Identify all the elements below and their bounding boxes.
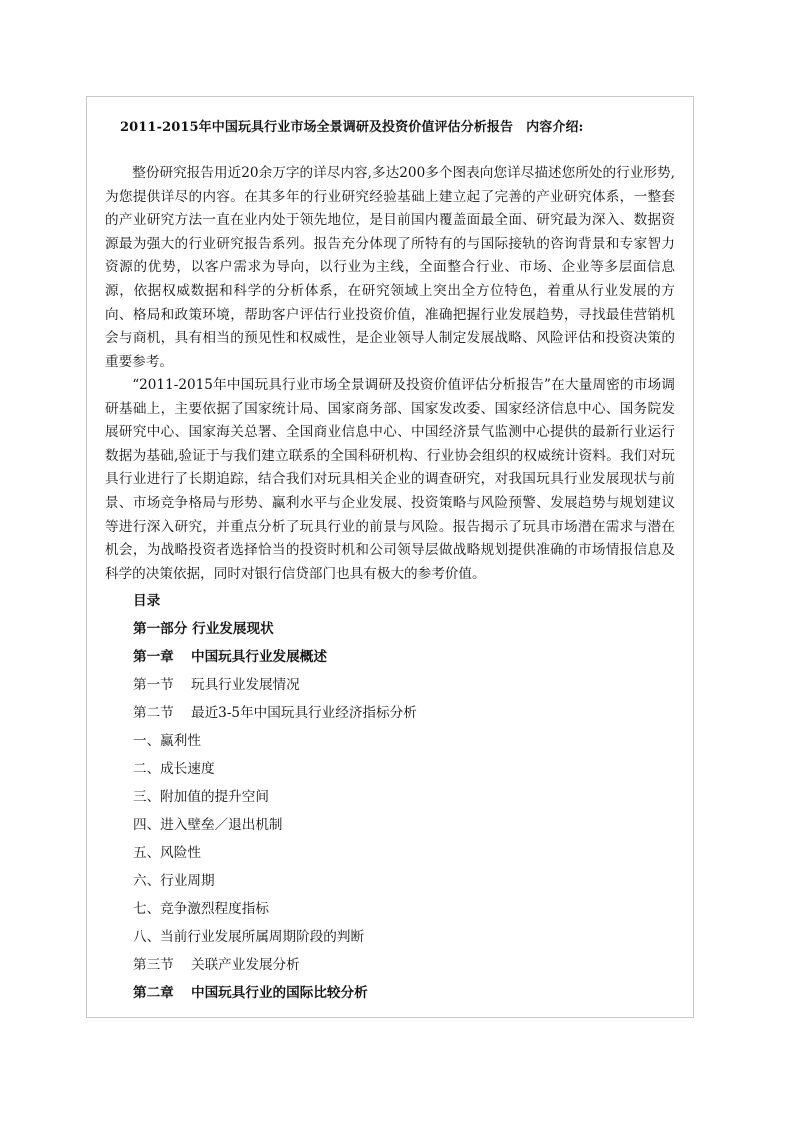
toc-part-title: 行业发展现状 — [192, 621, 274, 637]
toc-item — [133, 867, 673, 895]
toc-item — [133, 783, 673, 811]
toc-item — [133, 755, 673, 783]
toc-item-label: 七、竞争激烈程度指标 — [133, 901, 269, 917]
toc-item-label: 六、行业周期 — [133, 873, 215, 889]
toc-item-label: 八、当前行业发展所属周期阶段的判断 — [133, 929, 365, 945]
intro-paragraph-1: 整份研究报告用近20余万字的详尽内容,多达200多个图表向您详尽描述您所处的行业形势,为您提供详尽的内容。在其多年的行业研究经验基础上建立起了完善的产业研究体系，一整套的产业研究方法一直在业内处于领先地位，是目前国内覆盖面最全面、研究最为深入、数据资源最为强大的行业研究报告系列。报告充分体现了所特有的与国际接轨的咨询背景和专家智力资源的优势，以客户需求为导向，以行业为主线，全面整合行业、市场、企业等多层面信息源，依据权威数据和科学的分析体系，在研究领域上突出全方位特色，着重从行业发展的方向、格局和政策环境，帮助客户评估行业投资价值，准确把握行业发展趋势，寻找最佳营销机会与商机，具有相当的预见性和权威性，是企业领导人制定发展战略、风险评估和投资决策的重要参考。 — [105, 165, 675, 370]
toc-heading — [133, 587, 673, 615]
toc-item-label: 一、赢利性 — [133, 733, 201, 749]
toc-section-number: 第二节 — [133, 705, 174, 721]
toc-section-1 — [133, 671, 673, 699]
toc-chapter-1 — [133, 643, 673, 671]
toc-item — [133, 727, 673, 755]
toc-section-title: 玩具行业发展情况 — [191, 677, 300, 693]
toc-item — [133, 923, 673, 951]
toc-heading-label: 目录 — [133, 593, 161, 609]
toc-item — [133, 811, 673, 839]
toc-chapter-number: 第二章 — [133, 985, 174, 1001]
toc-chapter-title: 中国玩具行业发展概述 — [191, 649, 327, 665]
toc-item-label: 二、成长速度 — [133, 761, 215, 777]
toc-section-3 — [133, 951, 673, 979]
toc-item-label: 四、进入壁垒／退出机制 — [133, 817, 283, 833]
intro-paragraph-2: “2011-2015年中国玩具行业市场全景调研及投资价值评估分析报告”在大量周密的市场调研基础上，主要依据了国家统计局、国家商务部、国家发改委、国家经济信息中心、国务院发展研究中心、国家海关总署、全国商业信息中心、中国经济景气监测中心提供的最新行业运行数据为基础,验证于与我们建立联系的全国科研机构、行业协会组织的权威统计资料。我们对玩具行业进行了长期追踪，结合我们对玩具相关企业的调查研究，对我国玩具行业发展现状与前景、市场竞争格局与形势、赢利水平与企业发展、投资策略与风险预警、发展趋势与规划建议等进行深入研究，并重点分析了玩具行业的前景与风险。报告揭示了玩具市场潜在需求与潜在机会，为战略投资者选择恰当的投资时机和公司领导层做战略规划提供准确的市场情报信息及科学的决策依据，同时对银行信贷部门也具有极大的参考价值。 — [105, 377, 675, 582]
toc-chapter-2 — [133, 979, 673, 1007]
toc-item-label: 三、附加值的提升空间 — [133, 789, 269, 805]
toc-section-title: 最近3-5年中国玩具行业经济指标分析 — [191, 705, 417, 721]
toc-section-title: 关联产业发展分析 — [191, 957, 300, 973]
toc-section-number: 第三节 — [133, 957, 174, 973]
report-title: 2011-2015年中国玩具行业市场全景调研及投资价值评估分析报告 内容介绍: — [120, 120, 584, 135]
toc-part-1 — [133, 615, 673, 643]
toc-section-2 — [133, 699, 673, 727]
toc-section-number: 第一节 — [133, 677, 174, 693]
toc-part-number: 第一部分 — [133, 621, 188, 637]
toc-item-label: 五、风险性 — [133, 845, 201, 861]
toc-chapter-title: 中国玩具行业的国际比较分析 — [191, 985, 368, 1001]
toc-chapter-number: 第一章 — [133, 649, 174, 665]
toc-item — [133, 839, 673, 867]
table-of-contents — [133, 587, 673, 1007]
toc-item — [133, 895, 673, 923]
